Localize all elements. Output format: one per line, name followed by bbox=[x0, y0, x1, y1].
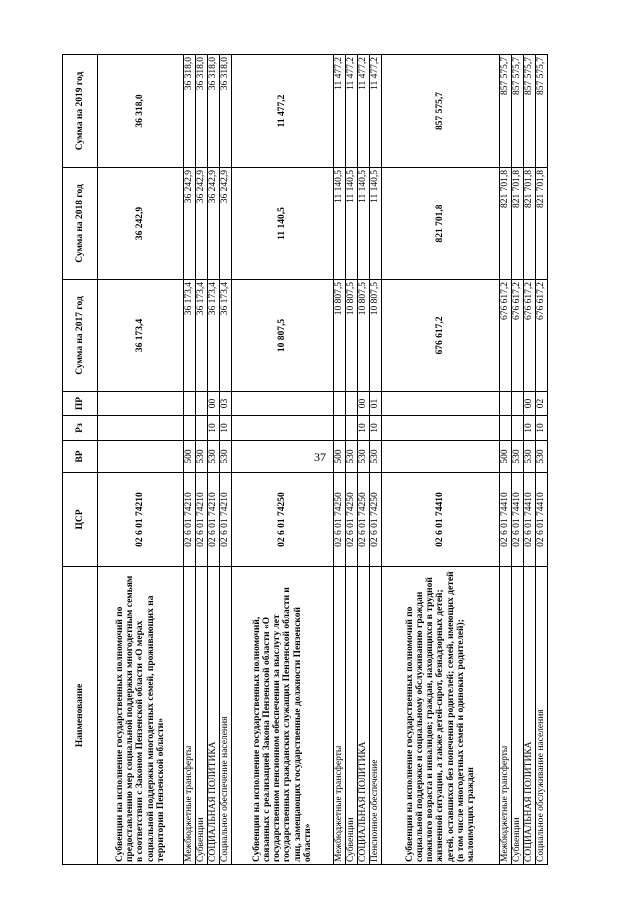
cell-vr: 500 bbox=[333, 441, 345, 473]
cell-y2019: 857 575,7 bbox=[536, 55, 548, 168]
cell-name: Социальное обслуживание населения bbox=[536, 567, 548, 865]
header-name: Наименование bbox=[63, 567, 98, 865]
cell-csr: 02 6 01 74410 bbox=[512, 473, 524, 567]
cell-name: Пенсионное обеспечение bbox=[369, 567, 381, 865]
cell-y2019: 857 575,7 bbox=[500, 55, 512, 168]
cell-csr: 02 6 01 74250 bbox=[357, 473, 369, 567]
cell-csr: 02 6 01 74210 bbox=[98, 473, 184, 567]
cell-y2018: 11 140,5 bbox=[345, 168, 357, 280]
cell-y2017: 10 807,5 bbox=[357, 280, 369, 392]
cell-y2019: 11 477,2 bbox=[333, 55, 345, 168]
cell-y2018: 821 701,8 bbox=[512, 168, 524, 280]
cell-rz bbox=[231, 416, 333, 441]
cell-name: СОЦИАЛЬНАЯ ПОЛИТИКА bbox=[357, 567, 369, 865]
cell-vr: 530 bbox=[512, 441, 524, 473]
cell-pr: 00 bbox=[524, 392, 536, 416]
cell-y2017: 10 807,5 bbox=[333, 280, 345, 392]
cell-y2017: 676 617,2 bbox=[500, 280, 512, 392]
cell-y2018: 36 242,9 bbox=[219, 168, 231, 280]
cell-name: Межбюджетные трансферты bbox=[183, 567, 195, 865]
cell-pr: 00 bbox=[357, 392, 369, 416]
cell-y2017: 36 173,4 bbox=[207, 280, 219, 392]
cell-name: Субвенции bbox=[195, 567, 207, 865]
cell-name: Субвенции на исполнение государственных полномочий, связанных с реализацией Закона Пензенской области «О государственном пенсионном обеспечении за выслугу лет государственных гражданских служащих Пензенской области и лиц, замещающих государственные должности Пензенской области» bbox=[231, 567, 333, 865]
cell-y2019: 11 477,2 bbox=[369, 55, 381, 168]
cell-y2017: 10 807,5 bbox=[231, 280, 333, 392]
cell-y2017: 36 173,4 bbox=[183, 280, 195, 392]
table-row bbox=[524, 55, 536, 865]
cell-pr bbox=[381, 392, 499, 416]
rotated-table-container bbox=[62, 55, 548, 865]
cell-y2019: 36 318,0 bbox=[183, 55, 195, 168]
table-row-group-header bbox=[98, 55, 184, 865]
header-2017: Сумма на 2017 год bbox=[63, 280, 98, 392]
cell-pr: 02 bbox=[536, 392, 548, 416]
cell-y2017: 676 617,2 bbox=[536, 280, 548, 392]
cell-pr bbox=[183, 392, 195, 416]
cell-rz bbox=[195, 416, 207, 441]
cell-y2018: 36 242,9 bbox=[207, 168, 219, 280]
cell-rz: 10 bbox=[524, 416, 536, 441]
cell-vr: 530 bbox=[369, 441, 381, 473]
cell-rz bbox=[183, 416, 195, 441]
cell-rz bbox=[512, 416, 524, 441]
table-row bbox=[333, 55, 345, 865]
cell-vr: 530 bbox=[345, 441, 357, 473]
cell-y2018: 36 242,9 bbox=[195, 168, 207, 280]
cell-pr: 00 bbox=[207, 392, 219, 416]
cell-rz bbox=[345, 416, 357, 441]
cell-vr: 500 bbox=[183, 441, 195, 473]
cell-pr bbox=[345, 392, 357, 416]
cell-rz: 10 bbox=[207, 416, 219, 441]
cell-name: Субвенции bbox=[345, 567, 357, 865]
cell-pr bbox=[231, 392, 333, 416]
table-row bbox=[207, 55, 219, 865]
header-pr: ПР bbox=[63, 392, 98, 416]
table-body bbox=[98, 55, 548, 865]
cell-y2018: 821 701,8 bbox=[381, 168, 499, 280]
cell-pr: 03 bbox=[219, 392, 231, 416]
cell-y2017: 676 617,2 bbox=[381, 280, 499, 392]
cell-y2017: 10 807,5 bbox=[369, 280, 381, 392]
cell-csr: 02 6 01 74210 bbox=[183, 473, 195, 567]
cell-name: Субвенции на исполнение государственных полномочий по предоставлению мер социальной поддержки многодетным семьям в соответствии с Законом Пензенской области «О мерах социальной поддержки многодетных семей, проживающих на территории Пензенской области» bbox=[98, 567, 184, 865]
table-header-row bbox=[63, 55, 98, 865]
cell-rz bbox=[381, 416, 499, 441]
cell-y2019: 11 477,2 bbox=[345, 55, 357, 168]
cell-y2018: 821 701,8 bbox=[524, 168, 536, 280]
cell-rz bbox=[500, 416, 512, 441]
cell-y2018: 11 140,5 bbox=[357, 168, 369, 280]
table-row bbox=[357, 55, 369, 865]
cell-csr: 02 6 01 74410 bbox=[524, 473, 536, 567]
cell-y2017: 36 173,4 bbox=[98, 280, 184, 392]
table-row bbox=[219, 55, 231, 865]
cell-y2019: 11 477,2 bbox=[357, 55, 369, 168]
table-row-group-header bbox=[231, 55, 333, 865]
cell-name: Межбюджетные трансферты bbox=[333, 567, 345, 865]
cell-y2017: 36 173,4 bbox=[219, 280, 231, 392]
cell-vr: 530 bbox=[536, 441, 548, 473]
cell-vr bbox=[231, 441, 333, 473]
cell-csr: 02 6 01 74250 bbox=[345, 473, 357, 567]
cell-vr: 530 bbox=[207, 441, 219, 473]
cell-name: Социальное обеспечение населения bbox=[219, 567, 231, 865]
cell-pr bbox=[98, 392, 184, 416]
cell-vr bbox=[98, 441, 184, 473]
table-row bbox=[345, 55, 357, 865]
cell-vr: 530 bbox=[195, 441, 207, 473]
cell-y2019: 857 575,7 bbox=[381, 55, 499, 168]
cell-y2019: 857 575,7 bbox=[512, 55, 524, 168]
cell-y2018: 36 242,9 bbox=[183, 168, 195, 280]
table-row-group-header bbox=[381, 55, 499, 865]
budget-table bbox=[62, 54, 548, 865]
cell-name: Субвенции на исполнение государственных полномочий по социальной поддержке и социальному обслуживанию граждан пожилого возраста и инвалидов; граждан, находящихся в трудной жизненной ситуации, а также детей-сирот, безнадзорных детей; детей, оставшихся без попечения родителей; семей, имеющих детей (в том числе многодетных семей и одиноких родителей); малоимущих граждан bbox=[381, 567, 499, 865]
cell-y2019: 11 477,2 bbox=[231, 55, 333, 168]
cell-vr: 500 bbox=[500, 441, 512, 473]
cell-vr bbox=[381, 441, 499, 473]
cell-vr: 530 bbox=[524, 441, 536, 473]
cell-csr: 02 6 01 74250 bbox=[333, 473, 345, 567]
cell-csr: 02 6 01 74250 bbox=[369, 473, 381, 567]
cell-name: СОЦИАЛЬНАЯ ПОЛИТИКА bbox=[524, 567, 536, 865]
header-2018: Сумма на 2018 год bbox=[63, 168, 98, 280]
cell-pr bbox=[333, 392, 345, 416]
table-row bbox=[183, 55, 195, 865]
header-vr: ВР bbox=[63, 441, 98, 473]
cell-y2018: 11 140,5 bbox=[231, 168, 333, 280]
cell-csr: 02 6 01 74210 bbox=[219, 473, 231, 567]
cell-csr: 02 6 01 74410 bbox=[381, 473, 499, 567]
cell-csr: 02 6 01 74210 bbox=[195, 473, 207, 567]
cell-rz: 10 bbox=[369, 416, 381, 441]
table-row bbox=[500, 55, 512, 865]
cell-y2018: 821 701,8 bbox=[536, 168, 548, 280]
cell-rz bbox=[333, 416, 345, 441]
cell-y2018: 11 140,5 bbox=[369, 168, 381, 280]
cell-vr: 530 bbox=[219, 441, 231, 473]
cell-rz bbox=[98, 416, 184, 441]
header-2019: Сумма на 2019 год bbox=[63, 55, 98, 168]
cell-y2019: 36 318,0 bbox=[195, 55, 207, 168]
cell-pr bbox=[500, 392, 512, 416]
cell-name: Межбюджетные трансферты bbox=[500, 567, 512, 865]
header-rz: Рз bbox=[63, 416, 98, 441]
cell-rz: 10 bbox=[536, 416, 548, 441]
cell-y2017: 10 807,5 bbox=[345, 280, 357, 392]
cell-y2019: 36 318,0 bbox=[207, 55, 219, 168]
table-row bbox=[512, 55, 524, 865]
cell-y2018: 11 140,5 bbox=[333, 168, 345, 280]
cell-y2017: 36 173,4 bbox=[195, 280, 207, 392]
cell-name: СОЦИАЛЬНАЯ ПОЛИТИКА bbox=[207, 567, 219, 865]
cell-vr: 530 bbox=[357, 441, 369, 473]
cell-csr: 02 6 01 74410 bbox=[536, 473, 548, 567]
cell-y2019: 857 575,7 bbox=[524, 55, 536, 168]
table-row bbox=[536, 55, 548, 865]
table-row bbox=[195, 55, 207, 865]
cell-y2019: 36 318,0 bbox=[98, 55, 184, 168]
cell-csr: 02 6 01 74210 bbox=[207, 473, 219, 567]
header-csr: ЦСР bbox=[63, 473, 98, 567]
page-number: 37 bbox=[314, 450, 326, 464]
cell-pr bbox=[512, 392, 524, 416]
cell-csr: 02 6 01 74410 bbox=[500, 473, 512, 567]
cell-y2019: 36 318,0 bbox=[219, 55, 231, 168]
cell-rz: 10 bbox=[219, 416, 231, 441]
cell-csr: 02 6 01 74250 bbox=[231, 473, 333, 567]
cell-y2018: 821 701,8 bbox=[500, 168, 512, 280]
cell-y2017: 676 617,2 bbox=[524, 280, 536, 392]
cell-pr: 01 bbox=[369, 392, 381, 416]
cell-name: Субвенции bbox=[512, 567, 524, 865]
cell-y2018: 36 242,9 bbox=[98, 168, 184, 280]
cell-rz: 10 bbox=[357, 416, 369, 441]
cell-y2017: 676 617,2 bbox=[512, 280, 524, 392]
table-row bbox=[369, 55, 381, 865]
cell-pr bbox=[195, 392, 207, 416]
